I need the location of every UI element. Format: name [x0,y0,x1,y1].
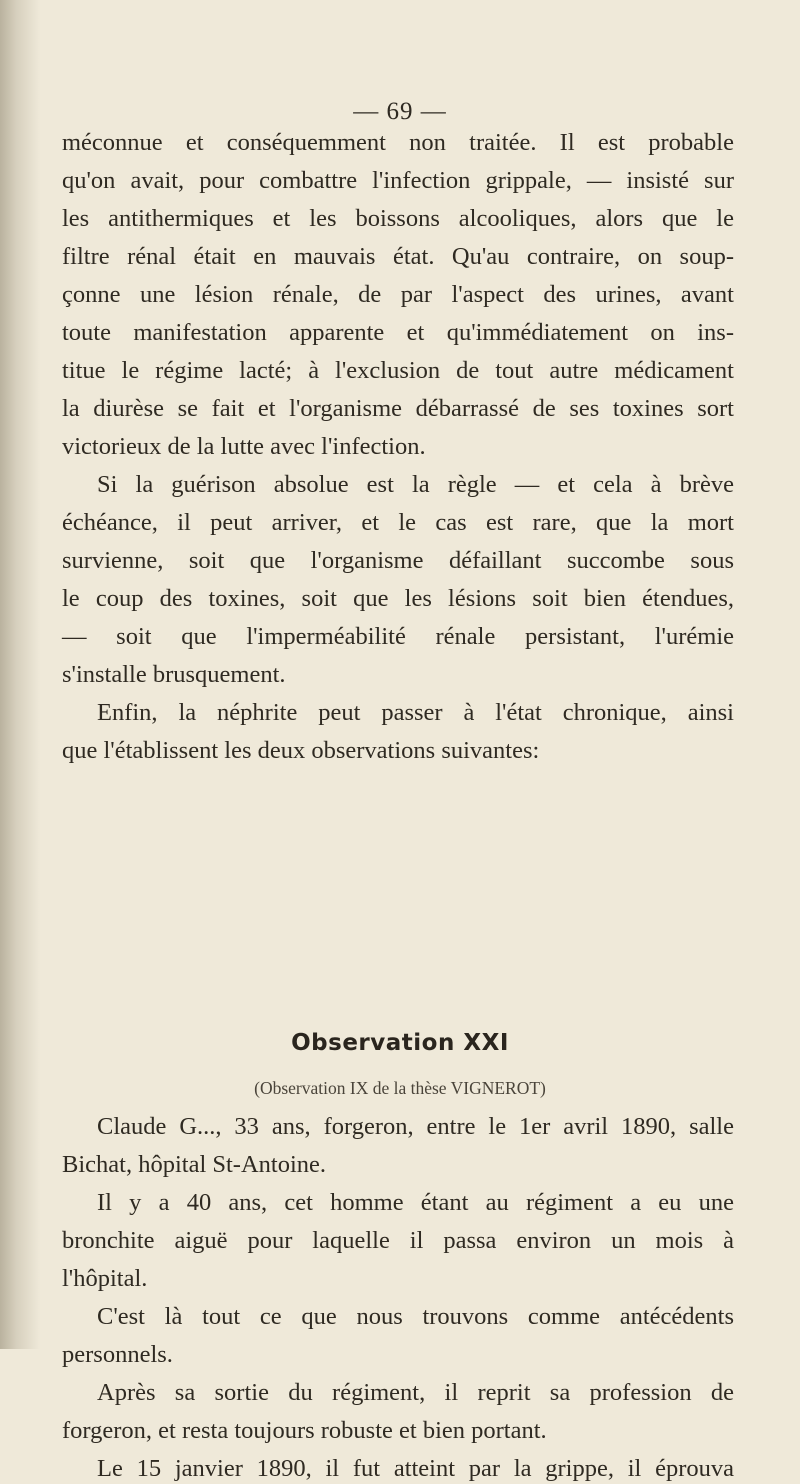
text-line: la diurèse se fait et l'organisme débarrassé de ses toxines sort [62,395,734,422]
text-line: C'est là tout ce que nous trouvons comme antécédents [97,1303,734,1330]
text-line: s'installe brusquement. [62,661,286,688]
observation-source: (Observation IX de la thèse VIGNEROT) [254,1078,546,1098]
text-line: Enfin, la néphrite peut passer à l'état chronique, ainsi [97,699,734,726]
text-line: Après sa sortie du régiment, il reprit sa profession de [97,1379,734,1406]
text-line: victorieux de la lutte avec l'infection. [62,433,426,460]
text-line: toute manifestation apparente et qu'immédiatement on ins- [62,319,734,346]
observation-title: Observation XXI [291,1030,509,1056]
page-number: — 69 — [353,98,447,125]
text-line: les antithermiques et les boissons alcooliques, alors que le [62,205,734,232]
text-line: méconnue et conséquemment non traitée. Il est probable [62,129,734,156]
text-line: Bichat, hôpital St-Antoine. [62,1151,327,1178]
text-line: personnels. [62,1341,173,1368]
text-line: le coup des toxines, soit que les lésions soit bien étendues, [62,585,734,612]
text-line: survienne, soit que l'organisme défaillant succombe sous [62,547,734,574]
text-line: bronchite aiguë pour laquelle il passa environ un mois à [62,1227,734,1254]
text-line: forgeron, et resta toujours robuste et bien portant. [62,1417,547,1444]
text-line: échéance, il peut arriver, et le cas est rare, que la mort [62,509,734,536]
text-line: — soit que l'imperméabilité rénale persistant, l'urémie [62,623,734,650]
text-line: çonne une lésion rénale, de par l'aspect des urines, avant [62,281,734,308]
text-line: Il y a 40 ans, cet homme étant au régiment a eu une [97,1189,734,1216]
text-line: Claude G..., 33 ans, forgeron, entre le 1er avril 1890, salle [97,1113,734,1140]
text-line: filtre rénal était en mauvais état. Qu'au contraire, on soup- [62,243,734,270]
text-line: que l'établissent les deux observations suivantes: [62,737,540,764]
text-line: l'hôpital. [62,1265,148,1292]
text-line: Si la guérison absolue est la règle — et cela à brève [97,471,734,498]
text-line: Le 15 janvier 1890, il fut atteint par la grippe, il éprouva [97,1455,734,1482]
text-line: titue le régime lacté; à l'exclusion de tout autre médicament [62,357,734,384]
text-line: qu'on avait, pour combattre l'infection grippale, — insisté sur [62,167,734,194]
